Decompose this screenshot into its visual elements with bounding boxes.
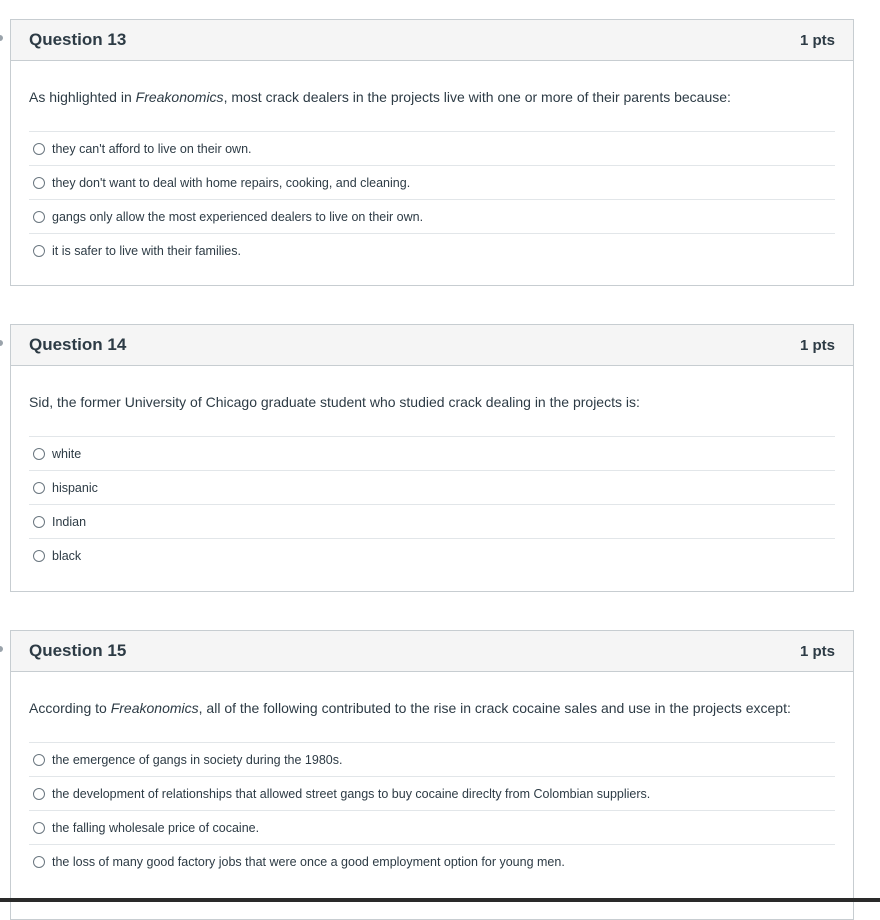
answer-label: Indian: [52, 514, 87, 529]
book-title: Freakonomics: [110, 700, 199, 716]
question-text-start: As highlighted in: [29, 89, 136, 105]
answer-list: [29, 131, 835, 267]
answer-label: black: [52, 548, 82, 563]
radio-button[interactable]: [33, 856, 45, 868]
question-marker: [0, 646, 3, 652]
radio-button[interactable]: [33, 177, 45, 189]
question-15: [10, 630, 854, 920]
question-header: [11, 631, 853, 672]
answer-label: the development of relationships that allowed street gangs to buy cocaine direclty from Colombian suppliers.: [52, 786, 651, 801]
answer-label: the emergence of gangs in society during the 1980s.: [52, 752, 343, 767]
question-text-start: According to: [29, 700, 111, 716]
answer-option[interactable]: [29, 811, 835, 845]
question-body: [11, 61, 853, 267]
answer-label: the falling wholesale price of cocaine.: [52, 820, 260, 835]
answer-label: gangs only allow the most experienced dealers to live on their own.: [52, 209, 424, 224]
question-title: Question 13: [29, 30, 127, 49]
question-card: [10, 630, 854, 920]
question-marker: [0, 340, 3, 346]
answer-list: [29, 436, 835, 572]
question-text-end: , most crack dealers in the projects live with one or more of their parents because:: [223, 89, 731, 105]
question-14: [10, 324, 854, 592]
radio-button[interactable]: [33, 822, 45, 834]
radio-button[interactable]: [33, 448, 45, 460]
question-points: 1 pts: [799, 336, 835, 354]
answer-option[interactable]: [29, 539, 835, 572]
question-text: [29, 366, 835, 436]
answer-option[interactable]: [29, 743, 835, 777]
question-card: [10, 19, 854, 286]
answer-label: it is safer to live with their families.: [52, 243, 241, 258]
radio-button[interactable]: [33, 143, 45, 155]
answer-option[interactable]: [29, 437, 835, 471]
answer-label: they can't afford to live on their own.: [52, 141, 252, 156]
answer-label: they don't want to deal with home repairs, cooking, and cleaning.: [52, 175, 411, 190]
answer-option[interactable]: [29, 166, 835, 200]
radio-button[interactable]: [33, 754, 45, 766]
answer-option[interactable]: [29, 777, 835, 811]
radio-button[interactable]: [33, 482, 45, 494]
question-title: Question 14: [29, 335, 127, 354]
question-body: [11, 672, 853, 878]
answer-option[interactable]: [29, 845, 835, 878]
answer-label: the loss of many good factory jobs that were once a good employment option for young men.: [52, 854, 565, 869]
answer-label: hispanic: [52, 480, 98, 495]
answer-option[interactable]: [29, 471, 835, 505]
answer-option[interactable]: [29, 200, 835, 234]
answer-option[interactable]: [29, 234, 835, 267]
answer-option[interactable]: [29, 505, 835, 539]
answer-label: white: [52, 446, 82, 461]
radio-button[interactable]: [33, 245, 45, 257]
question-13: [10, 19, 854, 286]
window-bottom-edge: [0, 898, 880, 902]
radio-button[interactable]: [33, 516, 45, 528]
book-title: Freakonomics: [135, 89, 224, 105]
question-text-end: , all of the following contributed to the rise in crack cocaine sales and use in the projects except:: [198, 700, 791, 716]
question-body: [11, 366, 853, 572]
question-text: [29, 672, 835, 742]
question-title: Question 15: [29, 641, 127, 660]
question-card: [10, 324, 854, 592]
radio-button[interactable]: [33, 211, 45, 223]
question-marker: [0, 35, 3, 41]
radio-button[interactable]: [33, 788, 45, 800]
radio-button[interactable]: [33, 550, 45, 562]
answer-list: [29, 742, 835, 878]
question-header: [11, 325, 853, 366]
answer-option[interactable]: [29, 132, 835, 166]
question-text-start: Sid, the former University of Chicago graduate student who studied crack dealing in the projects is:: [29, 394, 640, 410]
question-header: [11, 20, 853, 61]
question-text: [29, 61, 835, 131]
question-points: 1 pts: [799, 31, 835, 49]
question-points: 1 pts: [799, 642, 835, 660]
